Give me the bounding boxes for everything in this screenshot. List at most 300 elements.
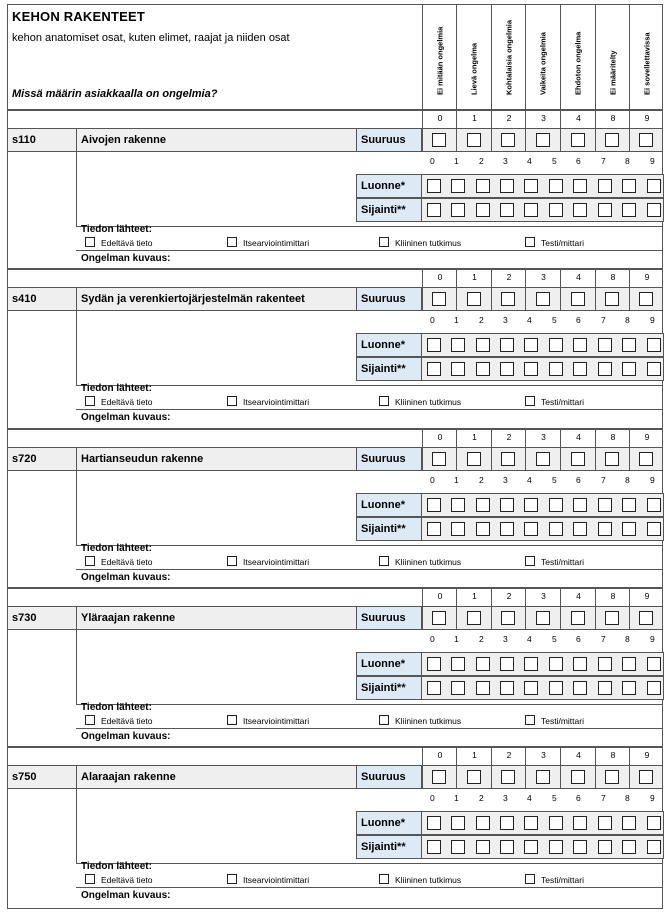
sijainti-checkbox[interactable] <box>524 362 538 376</box>
divider <box>491 288 492 310</box>
divider <box>595 589 596 606</box>
divider <box>560 589 561 606</box>
suuruus-checkbox[interactable] <box>639 133 653 147</box>
sijainti-checkbox[interactable] <box>524 522 538 536</box>
detail-number: 4 <box>527 634 532 644</box>
divider <box>491 111 492 128</box>
divider <box>560 288 561 310</box>
divider <box>525 270 526 287</box>
divider <box>76 766 77 788</box>
suuruus-checkbox[interactable] <box>501 611 515 625</box>
luonne-checkbox[interactable] <box>524 657 538 671</box>
luonne-checkbox[interactable] <box>427 338 441 352</box>
luonne-checkbox[interactable] <box>647 338 661 352</box>
sijainti-checkbox[interactable] <box>476 362 490 376</box>
detail-number: 2 <box>479 475 484 485</box>
section-detail <box>7 471 663 588</box>
luonne-checkbox[interactable] <box>427 657 441 671</box>
rating-number-row <box>7 747 663 765</box>
detail-number: 7 <box>601 634 606 644</box>
source-checkbox[interactable] <box>227 556 237 566</box>
rating-number: 2 <box>506 113 512 123</box>
divider <box>456 288 457 310</box>
detail-number: 4 <box>527 315 532 325</box>
suuruus-checkbox[interactable] <box>432 452 446 466</box>
suuruus-checkbox[interactable] <box>467 452 481 466</box>
section-title: Aivojen rakenne <box>81 134 166 146</box>
luonne-checkbox[interactable] <box>451 816 465 830</box>
sijainti-checkbox[interactable] <box>451 522 465 536</box>
section-main-row <box>7 128 663 152</box>
source-checkbox[interactable] <box>85 715 95 725</box>
luonne-checkbox[interactable] <box>622 816 636 830</box>
divider <box>422 111 423 128</box>
sijainti-checkbox[interactable] <box>573 681 587 695</box>
suuruus-checkbox[interactable] <box>432 611 446 625</box>
tiedon-lahteet-label: Tiedon lähteet: <box>81 702 152 713</box>
sijainti-checkbox[interactable] <box>500 203 514 217</box>
sijainti-checkbox[interactable] <box>427 203 441 217</box>
luonne-checkbox[interactable] <box>647 179 661 193</box>
source-checkbox[interactable] <box>85 237 95 247</box>
source-label: Itsearviointimittari <box>243 397 310 407</box>
sijainti-label: Sijainti** <box>356 517 422 541</box>
divider <box>560 607 561 629</box>
suuruus-label: Suuruus <box>356 607 422 629</box>
suuruus-checkbox[interactable] <box>467 611 481 625</box>
sijainti-checkbox[interactable] <box>647 522 661 536</box>
divider <box>422 288 423 310</box>
detail-number: 5 <box>552 156 557 166</box>
source-checkbox[interactable] <box>379 396 389 406</box>
detail-number: 4 <box>527 793 532 803</box>
sijainti-checkbox[interactable] <box>622 522 636 536</box>
sijainti-checkbox[interactable] <box>622 840 636 854</box>
source-checkbox[interactable] <box>379 556 389 566</box>
suuruus-checkbox[interactable] <box>639 292 653 306</box>
sijainti-checkbox[interactable] <box>598 362 612 376</box>
divider <box>76 129 77 151</box>
rating-number: 3 <box>541 272 546 282</box>
divider <box>76 288 77 310</box>
source-checkbox[interactable] <box>85 396 95 406</box>
detail-number: 1 <box>454 475 459 485</box>
suuruus-checkbox[interactable] <box>605 292 619 306</box>
luonne-checkbox[interactable] <box>476 179 490 193</box>
divider <box>422 748 423 765</box>
rating-number: 1 <box>472 272 477 282</box>
source-checkbox[interactable] <box>227 237 237 247</box>
source-label: Kliininen tutkimus <box>395 238 462 248</box>
sijainti-label: Sijainti** <box>356 357 422 381</box>
source-checkbox[interactable] <box>227 715 237 725</box>
rating-number-row <box>7 588 663 606</box>
luonne-checkbox[interactable] <box>598 179 612 193</box>
rating-number: 9 <box>644 591 650 601</box>
detail-number: 3 <box>503 793 508 803</box>
luonne-checkbox[interactable] <box>451 657 465 671</box>
suuruus-checkbox[interactable] <box>432 133 446 147</box>
suuruus-checkbox[interactable] <box>536 611 550 625</box>
luonne-checkbox[interactable] <box>476 498 490 512</box>
sijainti-checkbox[interactable] <box>451 203 465 217</box>
sijainti-checkbox[interactable] <box>427 522 441 536</box>
source-label: Kliininen tutkimus <box>395 557 462 567</box>
sijainti-checkbox[interactable] <box>476 840 490 854</box>
rating-number: 4 <box>576 432 581 442</box>
detail-number: 5 <box>552 793 557 803</box>
source-checkbox[interactable] <box>85 556 95 566</box>
section-title: Alaraajan rakenne <box>81 771 176 783</box>
suuruus-checkbox[interactable] <box>432 292 446 306</box>
sijainti-checkbox[interactable] <box>451 681 465 695</box>
source-label: Testi/mittari <box>541 397 584 407</box>
divider <box>629 448 630 470</box>
sijainti-checkbox[interactable] <box>451 840 465 854</box>
sijainti-checkbox[interactable] <box>598 681 612 695</box>
suuruus-checkbox[interactable] <box>571 611 585 625</box>
luonne-checkbox[interactable] <box>647 816 661 830</box>
divider <box>76 704 662 705</box>
detail-number: 7 <box>601 793 606 803</box>
luonne-checkbox[interactable] <box>500 338 514 352</box>
source-checkbox[interactable] <box>85 874 95 884</box>
rating-column-label: Ehdoton ongelma <box>573 31 583 95</box>
sijainti-checkbox[interactable] <box>500 681 514 695</box>
suuruus-checkbox[interactable] <box>605 770 619 784</box>
rating-number: 9 <box>644 113 650 123</box>
divider <box>76 250 662 251</box>
divider <box>560 129 561 151</box>
source-label: Kliininen tutkimus <box>395 875 462 885</box>
luonne-checkbox[interactable] <box>524 498 538 512</box>
sijainti-checkbox[interactable] <box>476 681 490 695</box>
luonne-checkbox[interactable] <box>622 338 636 352</box>
luonne-checkbox[interactable] <box>500 657 514 671</box>
sijainti-checkbox[interactable] <box>598 840 612 854</box>
luonne-checkbox[interactable] <box>622 498 636 512</box>
suuruus-checkbox[interactable] <box>571 770 585 784</box>
sijainti-checkbox[interactable] <box>500 840 514 854</box>
divider <box>76 409 662 410</box>
luonne-checkbox[interactable] <box>573 498 587 512</box>
luonne-checkbox[interactable] <box>622 179 636 193</box>
divider <box>629 589 630 606</box>
luonne-checkbox[interactable] <box>549 179 563 193</box>
sijainti-checkbox[interactable] <box>549 362 563 376</box>
suuruus-checkbox[interactable] <box>605 452 619 466</box>
suuruus-label: Suuruus <box>356 766 422 788</box>
divider <box>595 448 596 470</box>
rating-number: 4 <box>576 591 581 601</box>
suuruus-checkbox[interactable] <box>571 292 585 306</box>
source-checkbox[interactable] <box>379 237 389 247</box>
sijainti-checkbox[interactable] <box>573 522 587 536</box>
luonne-checkbox[interactable] <box>573 179 587 193</box>
divider <box>491 448 492 470</box>
suuruus-checkbox[interactable] <box>501 133 515 147</box>
divider <box>422 589 423 606</box>
luonne-label: Luonne* <box>356 652 422 676</box>
divider <box>456 129 457 151</box>
section-s730 <box>7 588 663 747</box>
suuruus-checkbox[interactable] <box>605 133 619 147</box>
divider <box>76 789 77 863</box>
suuruus-checkbox[interactable] <box>536 133 550 147</box>
source-checkbox[interactable] <box>525 396 535 406</box>
detail-number: 0 <box>430 475 435 485</box>
source-checkbox[interactable] <box>227 396 237 406</box>
suuruus-checkbox[interactable] <box>501 292 515 306</box>
detail-number: 8 <box>625 793 630 803</box>
luonne-checkbox[interactable] <box>524 179 538 193</box>
sijainti-checkbox[interactable] <box>647 203 661 217</box>
sijainti-label: Sijainti** <box>356 835 422 859</box>
luonne-checkbox[interactable] <box>573 816 587 830</box>
detail-number: 6 <box>576 315 581 325</box>
rating-number: 9 <box>644 750 650 760</box>
rating-number: 9 <box>644 272 650 282</box>
suuruus-checkbox[interactable] <box>639 452 653 466</box>
divider <box>8 908 662 909</box>
suuruus-checkbox[interactable] <box>536 770 550 784</box>
sijainti-checkbox[interactable] <box>549 840 563 854</box>
divider <box>525 748 526 765</box>
divider <box>525 766 526 788</box>
detail-number: 8 <box>625 475 630 485</box>
luonne-checkbox[interactable] <box>549 657 563 671</box>
sijainti-checkbox[interactable] <box>622 681 636 695</box>
luonne-checkbox[interactable] <box>427 498 441 512</box>
section-s750 <box>7 747 663 909</box>
rating-number: 9 <box>644 432 650 442</box>
divider <box>629 766 630 788</box>
divider <box>422 766 423 788</box>
ongelman-kuvaus-label: Ongelman kuvaus: <box>81 253 171 264</box>
luonne-checkbox[interactable] <box>647 498 661 512</box>
divider <box>76 311 77 385</box>
tiedon-lahteet-label: Tiedon lähteet: <box>81 861 152 872</box>
sijainti-checkbox[interactable] <box>622 362 636 376</box>
suuruus-checkbox[interactable] <box>571 452 585 466</box>
suuruus-checkbox[interactable] <box>571 133 585 147</box>
rating-column-header <box>526 5 561 109</box>
luonne-checkbox[interactable] <box>451 179 465 193</box>
source-label: Testi/mittari <box>541 716 584 726</box>
luonne-checkbox[interactable] <box>500 179 514 193</box>
divider <box>76 887 662 888</box>
divider <box>76 863 662 864</box>
suuruus-checkbox[interactable] <box>501 452 515 466</box>
suuruus-checkbox[interactable] <box>432 770 446 784</box>
sijainti-checkbox[interactable] <box>573 840 587 854</box>
sijainti-checkbox[interactable] <box>500 522 514 536</box>
detail-number: 9 <box>650 634 655 644</box>
source-checkbox[interactable] <box>525 715 535 725</box>
suuruus-checkbox[interactable] <box>536 292 550 306</box>
source-checkbox[interactable] <box>525 556 535 566</box>
rating-number: 3 <box>541 432 546 442</box>
section-main-row <box>7 447 663 471</box>
sijainti-checkbox[interactable] <box>427 840 441 854</box>
detail-number: 5 <box>552 475 557 485</box>
detail-number: 3 <box>503 475 508 485</box>
source-label: Edeltävä tieto <box>101 397 153 407</box>
sijainti-checkbox[interactable] <box>427 681 441 695</box>
luonne-checkbox[interactable] <box>451 338 465 352</box>
sijainti-checkbox[interactable] <box>476 522 490 536</box>
detail-number: 1 <box>454 634 459 644</box>
rating-number: 0 <box>437 750 443 760</box>
sijainti-checkbox[interactable] <box>451 362 465 376</box>
suuruus-checkbox[interactable] <box>467 770 481 784</box>
sijainti-checkbox[interactable] <box>524 681 538 695</box>
divider <box>76 545 662 546</box>
source-label: Kliininen tutkimus <box>395 397 462 407</box>
luonne-checkbox[interactable] <box>500 498 514 512</box>
rating-number: 1 <box>472 432 477 442</box>
luonne-checkbox[interactable] <box>549 338 563 352</box>
divider <box>491 430 492 447</box>
sijainti-checkbox[interactable] <box>549 522 563 536</box>
sijainti-checkbox[interactable] <box>622 203 636 217</box>
detail-number: 4 <box>527 156 532 166</box>
rating-number: 0 <box>437 272 443 282</box>
sijainti-checkbox[interactable] <box>524 203 538 217</box>
section-s720 <box>7 429 663 588</box>
suuruus-checkbox[interactable] <box>605 611 619 625</box>
luonne-checkbox[interactable] <box>549 816 563 830</box>
sijainti-checkbox[interactable] <box>647 681 661 695</box>
detail-number: 0 <box>430 156 435 166</box>
detail-number: 6 <box>576 156 581 166</box>
sijainti-checkbox[interactable] <box>598 522 612 536</box>
sijainti-checkbox[interactable] <box>573 203 587 217</box>
rating-number: 4 <box>576 750 581 760</box>
suuruus-checkbox[interactable] <box>536 452 550 466</box>
sijainti-checkbox[interactable] <box>549 203 563 217</box>
divider <box>595 129 596 151</box>
divider <box>629 288 630 310</box>
ongelman-kuvaus-label: Ongelman kuvaus: <box>81 890 171 901</box>
source-label: Edeltävä tieto <box>101 557 153 567</box>
source-label: Itsearviointimittari <box>243 875 310 885</box>
sijainti-checkbox[interactable] <box>647 840 661 854</box>
form-subtitle: kehon anatomiset osat, kuten elimet, raajat ja niiden osat <box>12 32 290 44</box>
suuruus-checkbox[interactable] <box>467 292 481 306</box>
sijainti-checkbox[interactable] <box>573 362 587 376</box>
rating-number: 0 <box>437 591 443 601</box>
luonne-checkbox[interactable] <box>573 338 587 352</box>
divider <box>595 288 596 310</box>
sijainti-checkbox[interactable] <box>524 840 538 854</box>
rating-number: 8 <box>610 272 616 282</box>
luonne-checkbox[interactable] <box>524 338 538 352</box>
luonne-checkbox[interactable] <box>598 338 612 352</box>
tiedon-lahteet-label: Tiedon lähteet: <box>81 224 152 235</box>
rating-column-header <box>492 5 526 109</box>
sijainti-checkbox[interactable] <box>476 203 490 217</box>
detail-number: 4 <box>527 475 532 485</box>
divider <box>629 111 630 128</box>
section-detail <box>7 311 663 429</box>
source-checkbox[interactable] <box>379 874 389 884</box>
luonne-checkbox[interactable] <box>524 816 538 830</box>
source-checkbox[interactable] <box>227 874 237 884</box>
divider <box>525 607 526 629</box>
source-checkbox[interactable] <box>525 237 535 247</box>
source-label: Edeltävä tieto <box>101 238 153 248</box>
luonne-checkbox[interactable] <box>476 816 490 830</box>
divider <box>76 448 77 470</box>
source-checkbox[interactable] <box>525 874 535 884</box>
divider <box>422 270 423 287</box>
detail-number: 9 <box>650 156 655 166</box>
detail-number: 0 <box>430 793 435 803</box>
luonne-checkbox[interactable] <box>476 657 490 671</box>
suuruus-checkbox[interactable] <box>639 611 653 625</box>
divider <box>456 430 457 447</box>
luonne-checkbox[interactable] <box>427 179 441 193</box>
source-checkbox[interactable] <box>379 715 389 725</box>
divider <box>76 385 662 386</box>
sijainti-checkbox[interactable] <box>647 362 661 376</box>
divider <box>525 430 526 447</box>
luonne-checkbox[interactable] <box>622 657 636 671</box>
divider <box>525 589 526 606</box>
luonne-checkbox[interactable] <box>451 498 465 512</box>
rating-number: 8 <box>610 432 616 442</box>
divider <box>560 766 561 788</box>
section-title: Yläraajan rakenne <box>81 612 176 624</box>
luonne-checkbox[interactable] <box>500 816 514 830</box>
divider <box>76 607 77 629</box>
sijainti-checkbox[interactable] <box>427 362 441 376</box>
detail-number: 9 <box>650 475 655 485</box>
source-label: Testi/mittari <box>541 557 584 567</box>
sijainti-checkbox[interactable] <box>598 203 612 217</box>
sijainti-checkbox[interactable] <box>549 681 563 695</box>
luonne-checkbox[interactable] <box>598 498 612 512</box>
suuruus-label: Suuruus <box>356 129 422 151</box>
luonne-checkbox[interactable] <box>549 498 563 512</box>
section-code: s110 <box>12 134 36 146</box>
luonne-checkbox[interactable] <box>427 816 441 830</box>
suuruus-checkbox[interactable] <box>501 770 515 784</box>
divider <box>491 129 492 151</box>
luonne-checkbox[interactable] <box>476 338 490 352</box>
divider <box>456 607 457 629</box>
rating-number: 8 <box>610 113 616 123</box>
luonne-checkbox[interactable] <box>598 816 612 830</box>
luonne-checkbox[interactable] <box>598 657 612 671</box>
divider <box>76 471 77 545</box>
rating-column-header <box>561 5 596 109</box>
divider <box>491 766 492 788</box>
detail-number: 0 <box>430 634 435 644</box>
suuruus-checkbox[interactable] <box>639 770 653 784</box>
detail-number: 6 <box>576 634 581 644</box>
sijainti-checkbox[interactable] <box>500 362 514 376</box>
sijainti-label: Sijainti** <box>356 676 422 700</box>
form-title: KEHON RAKENTEET <box>12 9 146 24</box>
form-question: Missä määrin asiakkaalla on ongelmia? <box>12 88 218 100</box>
source-label: Itsearviointimittari <box>243 238 310 248</box>
luonne-checkbox[interactable] <box>573 657 587 671</box>
luonne-checkbox[interactable] <box>647 657 661 671</box>
rating-column-header <box>596 5 630 109</box>
suuruus-checkbox[interactable] <box>467 133 481 147</box>
